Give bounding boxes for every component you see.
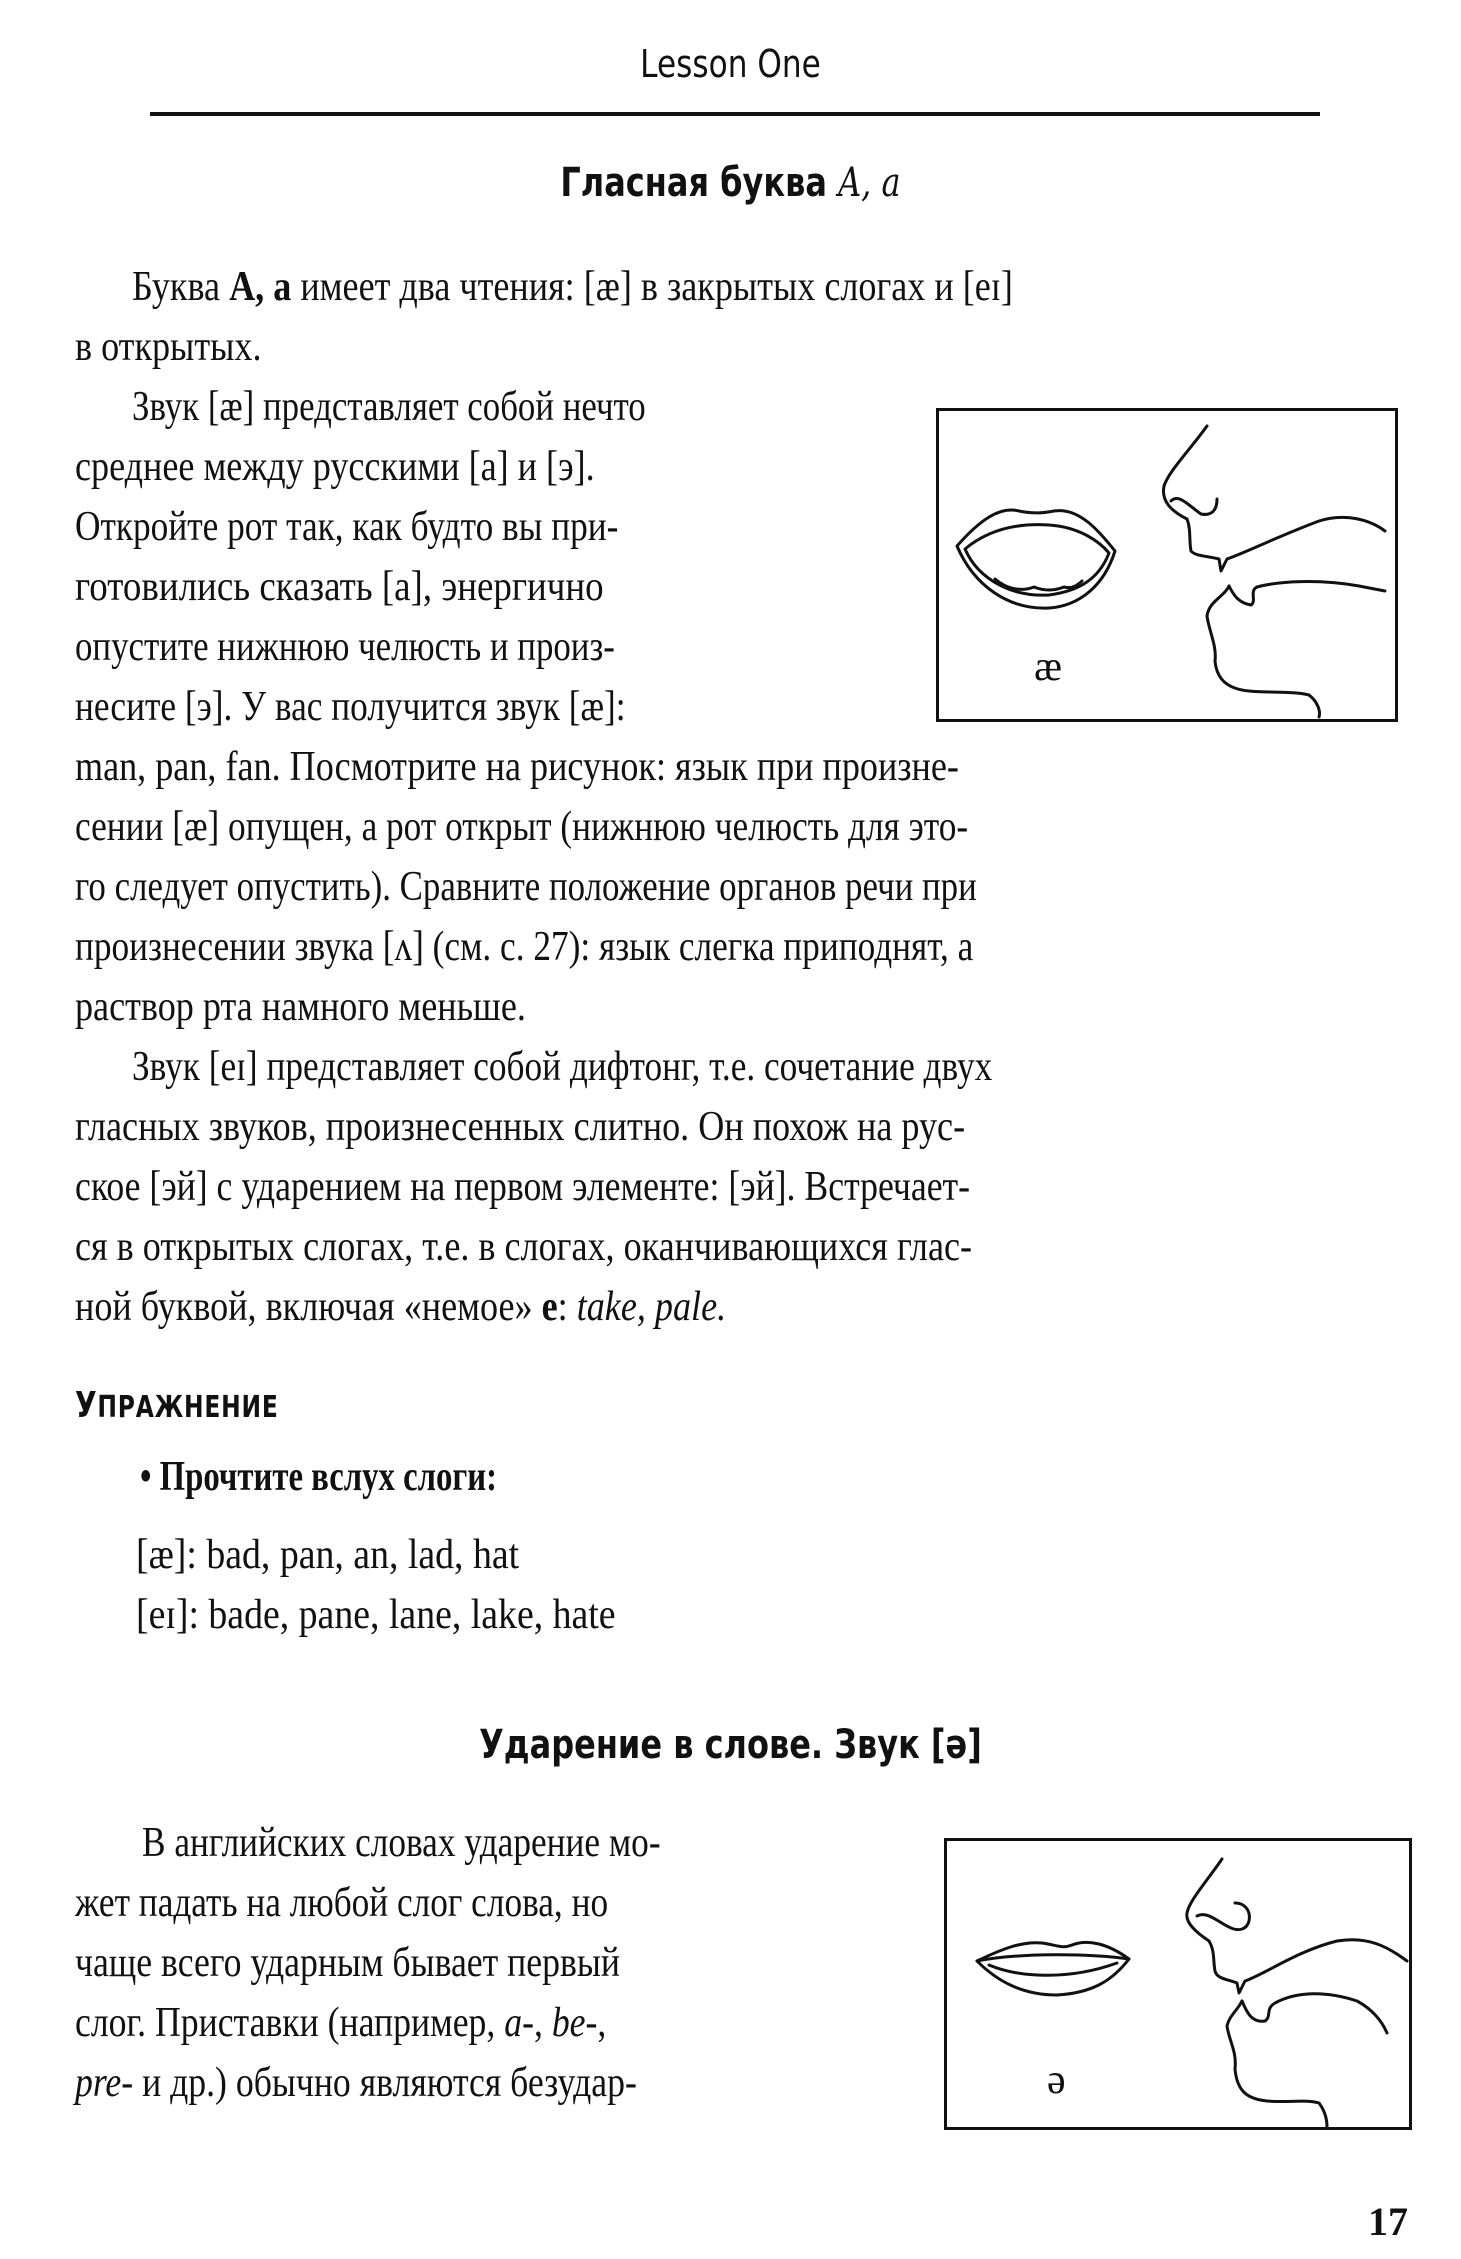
bold-letters: A, a	[229, 264, 292, 310]
text-line: раствор рта намного меньше.	[75, 984, 526, 1030]
articulation-figure-schwa	[944, 1838, 1412, 2130]
exercise-label-rest: ПРАЖНЕНИЕ	[97, 1390, 279, 1425]
text-line: несите [э]. У вас получится звук [æ]:	[75, 684, 626, 730]
text-line: В английских словах ударение мо-	[142, 1820, 661, 1866]
section-title-vowel-a	[146, 160, 1315, 206]
text-line: сении [æ] опущен, а рот открыт (нижнюю челюсть для это-	[75, 804, 969, 850]
exercise-instruction	[140, 1452, 497, 1502]
tongue-line	[1242, 1994, 1387, 2033]
exercise-label-initial: У	[75, 1385, 98, 1426]
italic-prefix: pre-	[75, 2060, 134, 2106]
exercise-row-ei: [eɪ]: bade, pane, lane, lake, hate	[136, 1592, 616, 1638]
text-line: ся в открытых слогах, т.е. в слогах, оканчивающихся глас-	[75, 1224, 973, 1270]
text-span: слог. Приставки (например,	[75, 2000, 505, 2046]
text-span: ,	[533, 2000, 552, 2046]
articulation-figure-ae	[936, 408, 1398, 722]
header-rule	[150, 112, 1320, 116]
nose-profile	[1163, 426, 1385, 571]
exercise-label	[75, 1385, 279, 1426]
bold-letter: e	[541, 1284, 558, 1330]
text-line: ское [эй] с ударением на первом элементе: [эй]. Встречает-	[75, 1164, 971, 1210]
text-line: man, pan, fan. Посмотрите на рисунок: язык при произне-	[75, 744, 959, 790]
open-mouth-inner	[965, 525, 1109, 596]
text-line: Откройте рот так, как будто вы при-	[75, 504, 619, 550]
text-line: произнесении звука [ʌ] (см. с. 27): язык слегка приподнят, а	[75, 924, 974, 970]
text-span: :	[557, 1284, 577, 1330]
lower-lip-jaw-profile	[1227, 2001, 1327, 2127]
instruction-text: Прочтите вслух слоги:	[159, 1454, 498, 1500]
text-line: го следует опустить). Сравните положение органов речи при	[75, 864, 977, 910]
text-span: Буква	[132, 264, 230, 310]
text-span: имеет два чтения: [æ] в закрытых слогах и [eɪ]	[291, 264, 1013, 310]
closed-lips-line	[977, 1955, 1129, 1961]
text-line: среднее между русскими [а] и [э].	[75, 444, 595, 490]
tongue-line	[1229, 582, 1385, 605]
lower-teeth	[995, 579, 1082, 590]
nostril	[1197, 1903, 1249, 1930]
nose-profile	[1187, 1859, 1407, 1993]
text-line: опустите нижнюю челюсть и произ-	[75, 624, 615, 670]
text-line: гласных звуков, произнесенных слитно. Он похож на рус-	[75, 1104, 966, 1150]
text-line	[75, 1282, 726, 1332]
text-line: Звук [eɪ] представляет собой дифтонг, т.е. сочетание двух	[132, 1044, 993, 1090]
section-title-word-stress: Ударение в слове. Звук [ə]	[479, 1722, 982, 1768]
lower-lip-jaw-profile	[1207, 586, 1320, 717]
phonetic-symbol-ae: æ	[1034, 644, 1063, 690]
section-title-text: Гласная буква	[560, 160, 827, 206]
text-line: Звук [æ] представляет собой нечто	[132, 384, 646, 430]
italic-examples: take, pale.	[576, 1284, 727, 1330]
text-line: чаще всего ударным бывает первый	[75, 1940, 620, 1986]
text-span: ,	[597, 2000, 607, 2046]
section-title-letters: A, a	[838, 160, 901, 206]
text-line: готовились сказать [а], энергично	[75, 564, 604, 610]
text-line	[75, 1998, 606, 2048]
text-line	[132, 262, 1013, 312]
italic-prefix: a-	[504, 2000, 534, 2046]
text-line	[75, 2058, 637, 2108]
lower-lip-inner	[989, 1963, 1117, 1975]
articulation-diagram-schwa	[947, 1841, 1409, 2127]
running-title: Lesson One	[640, 42, 821, 86]
phonetic-symbol-schwa: ə	[1047, 2057, 1066, 2103]
text-line: в открытых.	[75, 324, 262, 370]
text-span: ной буквой, включая «немое»	[75, 1284, 542, 1330]
text-line: жет падать на любой слог слова, но	[75, 1880, 609, 1926]
page-number: 17	[1368, 2199, 1408, 2244]
italic-prefix: be-	[551, 2000, 598, 2046]
bullet-icon: •	[140, 1454, 152, 1500]
articulation-diagram-ae	[939, 411, 1395, 719]
text-span: и др.) обычно являются безудар-	[133, 2060, 637, 2106]
exercise-row-ae: [æ]: bad, pan, an, lad, hat	[136, 1532, 520, 1578]
